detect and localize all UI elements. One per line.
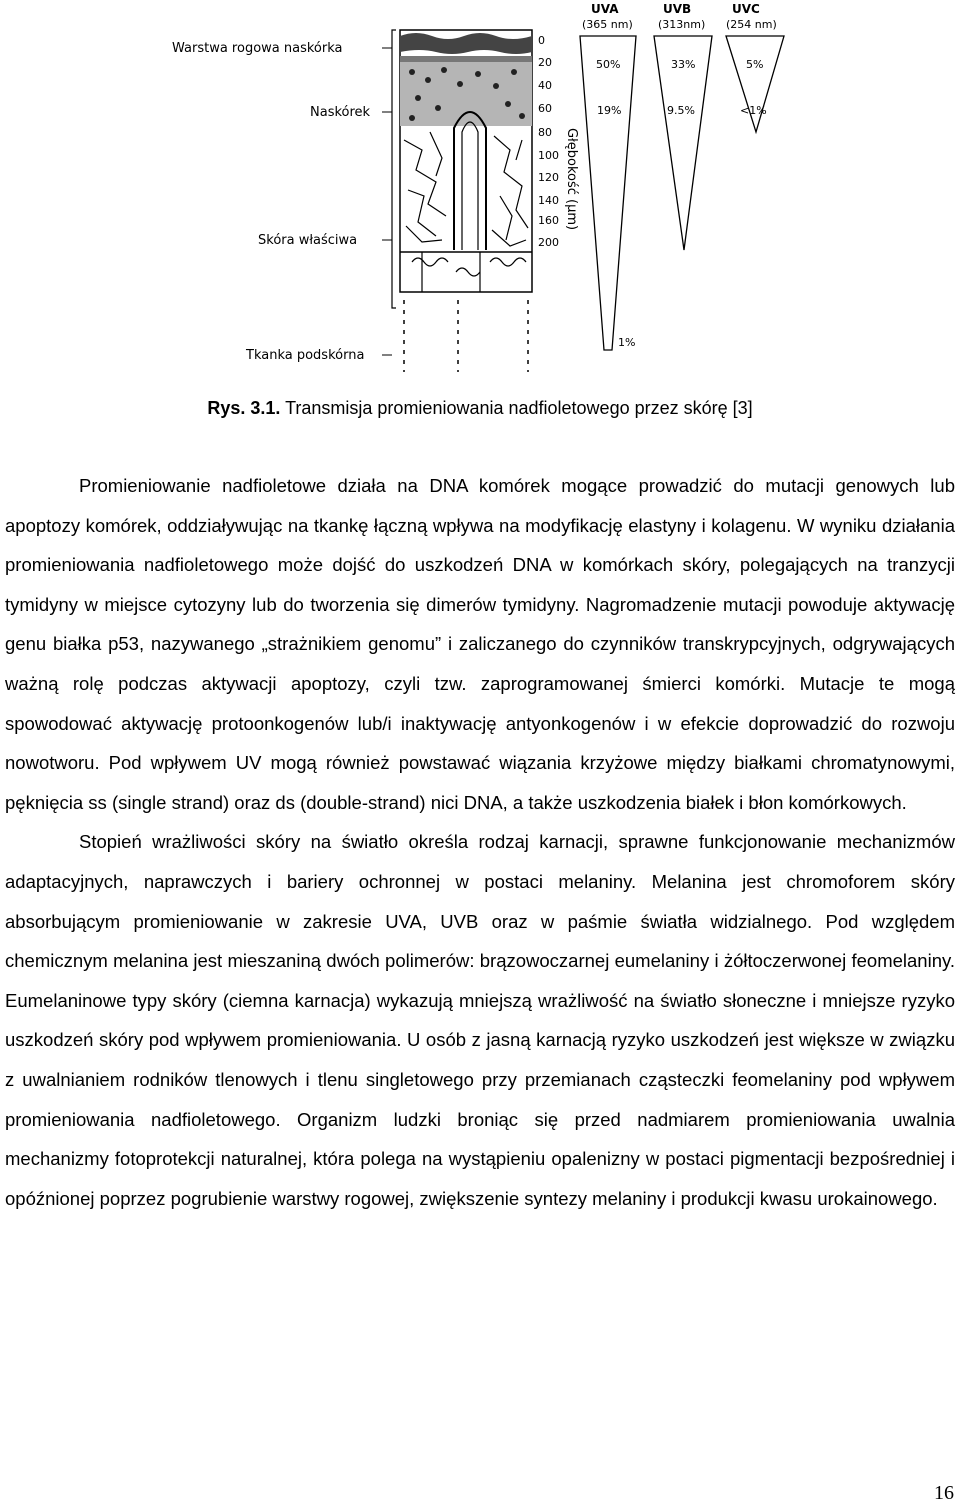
uvc-value: 5% (746, 58, 764, 71)
uva-value: 50% (596, 58, 621, 71)
uvb-wavelength: (313nm) (658, 18, 706, 31)
depth-tick: 40 (538, 79, 552, 92)
page-number: 16 (934, 1482, 954, 1504)
uvc-band-name: UVC (732, 2, 760, 16)
uvc-wavelength: (254 nm) (726, 18, 777, 31)
depth-tick: 80 (538, 126, 552, 139)
leader-lines (382, 48, 392, 355)
uva-column (580, 2, 636, 350)
caption-number: Rys. 3.1. (207, 398, 281, 418)
uva-value: 19% (597, 104, 622, 117)
figure-caption (0, 396, 960, 420)
body-text (5, 466, 955, 1218)
depth-tick: 140 (538, 194, 559, 207)
paragraph: Stopień wrażliwości skóry na światło określa rodzaj karnacji, sprawne funkcjonowanie mechanizmów adaptacyjnych, naprawczych i bariery ochronnej w postaci melaniny. Melanina jest chromoforem skóry absorbującym promieniowanie w zakresie UVA, UVB oraz w paśmie światła widzialnego. Pod względem chemicznym melanina jest mieszaniną dwóch polimerów: brązowoczarnej eumelaniny i żółtoczerwonej feomelaniny. Eumelaninowe typy skóry (ciemna karnacja) wykazują mniejszą wrażliwość na światło słoneczne i mniejsze ryzyko uszkodzeń skóry pod wpływem promieniowania. U osób z jasną karnacją ryzyko uszkodzeń jest większe w związku z uwalnianiem rodników tlenowych i tlenu singletowego przy przemianach cząsteczki feomelaniny pod wpływem promieniowania nadfioletowego. Organizm ludzki broniąc się przed nadmiarem promieniowania uwalnia mechanizmy fotoprotekcji naturalnej, która polega na wystąpieniu opalenizny w postaci pigmentacji bezpośredniej i opóźnionej poprzez pogrubienie warstwy rogowej, zwiększenie syntezy melaniny i produkcji kwasu urokainowego. (5, 831, 955, 1209)
depth-tick: 120 (538, 171, 559, 184)
uvc-value: <1% (740, 104, 767, 117)
layer-label-stratum-corneum: Warstwa rogowa naskórka (172, 41, 343, 56)
layer-bracket (392, 30, 396, 308)
depth-tick: 20 (538, 56, 552, 69)
uvb-band-name: UVB (663, 2, 692, 16)
depth-tick: 0 (538, 34, 545, 47)
depth-axis-label: Głębokość (μm) (564, 128, 579, 231)
uva-wavelength: (365 nm) (582, 18, 633, 31)
depth-axis (538, 34, 579, 249)
uvb-column (654, 2, 712, 250)
layer-label-epidermis: Naskórek (310, 105, 371, 120)
uva-value: 1% (618, 336, 636, 349)
skin-cross-section (400, 30, 532, 372)
uva-band-name: UVA (591, 2, 619, 16)
depth-tick: 60 (538, 102, 552, 115)
depth-tick: 100 (538, 149, 559, 162)
uvb-value: 9.5% (667, 104, 695, 117)
layer-label-subcutis: Tkanka podskórna (246, 348, 365, 363)
layer-label-dermis: Skóra właściwa (258, 233, 358, 248)
caption-text: Transmisja promieniowania nadfioletowego przez skórę [3] (285, 398, 753, 418)
depth-tick: 160 (538, 214, 559, 227)
paragraph: Promieniowanie nadfioletowe działa na DNA komórek mogące prowadzić do mutacji genowych lub apoptozy komórek, oddziaływując na tkankę łączną wpływa na modyfikację elastyny i kolagenu. W wyniku działania promieniowania nadfioletowego może dojść do uszkodzeń DNA w komórkach skóry, polegających na tranzycji tymidyny w miejsce cytozyny lub do tworzenia się dimerów tymidyny. Nagromadzenie mutacji powoduje aktywację genu białka p53, nazywanego „strażnikiem genomu” i zaliczanego do czynników transkrypcyjnych, odgrywających ważną rolę podczas aktywacji apoptozy, czyli tzw. zaprogramowanej śmierci komórki. Mutacje te mogą spowodować aktywację protoonkogenów lub/i inaktywację antyonkogenów i w efekcie doprowadzić do rozwoju nowotworu. Pod wpływem UV mogą również powstawać wiązania krzyżowe między białkami chromatynowymi, pęknięcia ss (single strand) oraz ds (double-strand) nici DNA, a także uszkodzenia białek i błon komórkowych. (5, 475, 955, 813)
depth-tick: 200 (538, 236, 559, 249)
uvb-value: 33% (671, 58, 696, 71)
skin-uv-transmission-figure (160, 0, 800, 375)
uvc-column (726, 2, 784, 132)
